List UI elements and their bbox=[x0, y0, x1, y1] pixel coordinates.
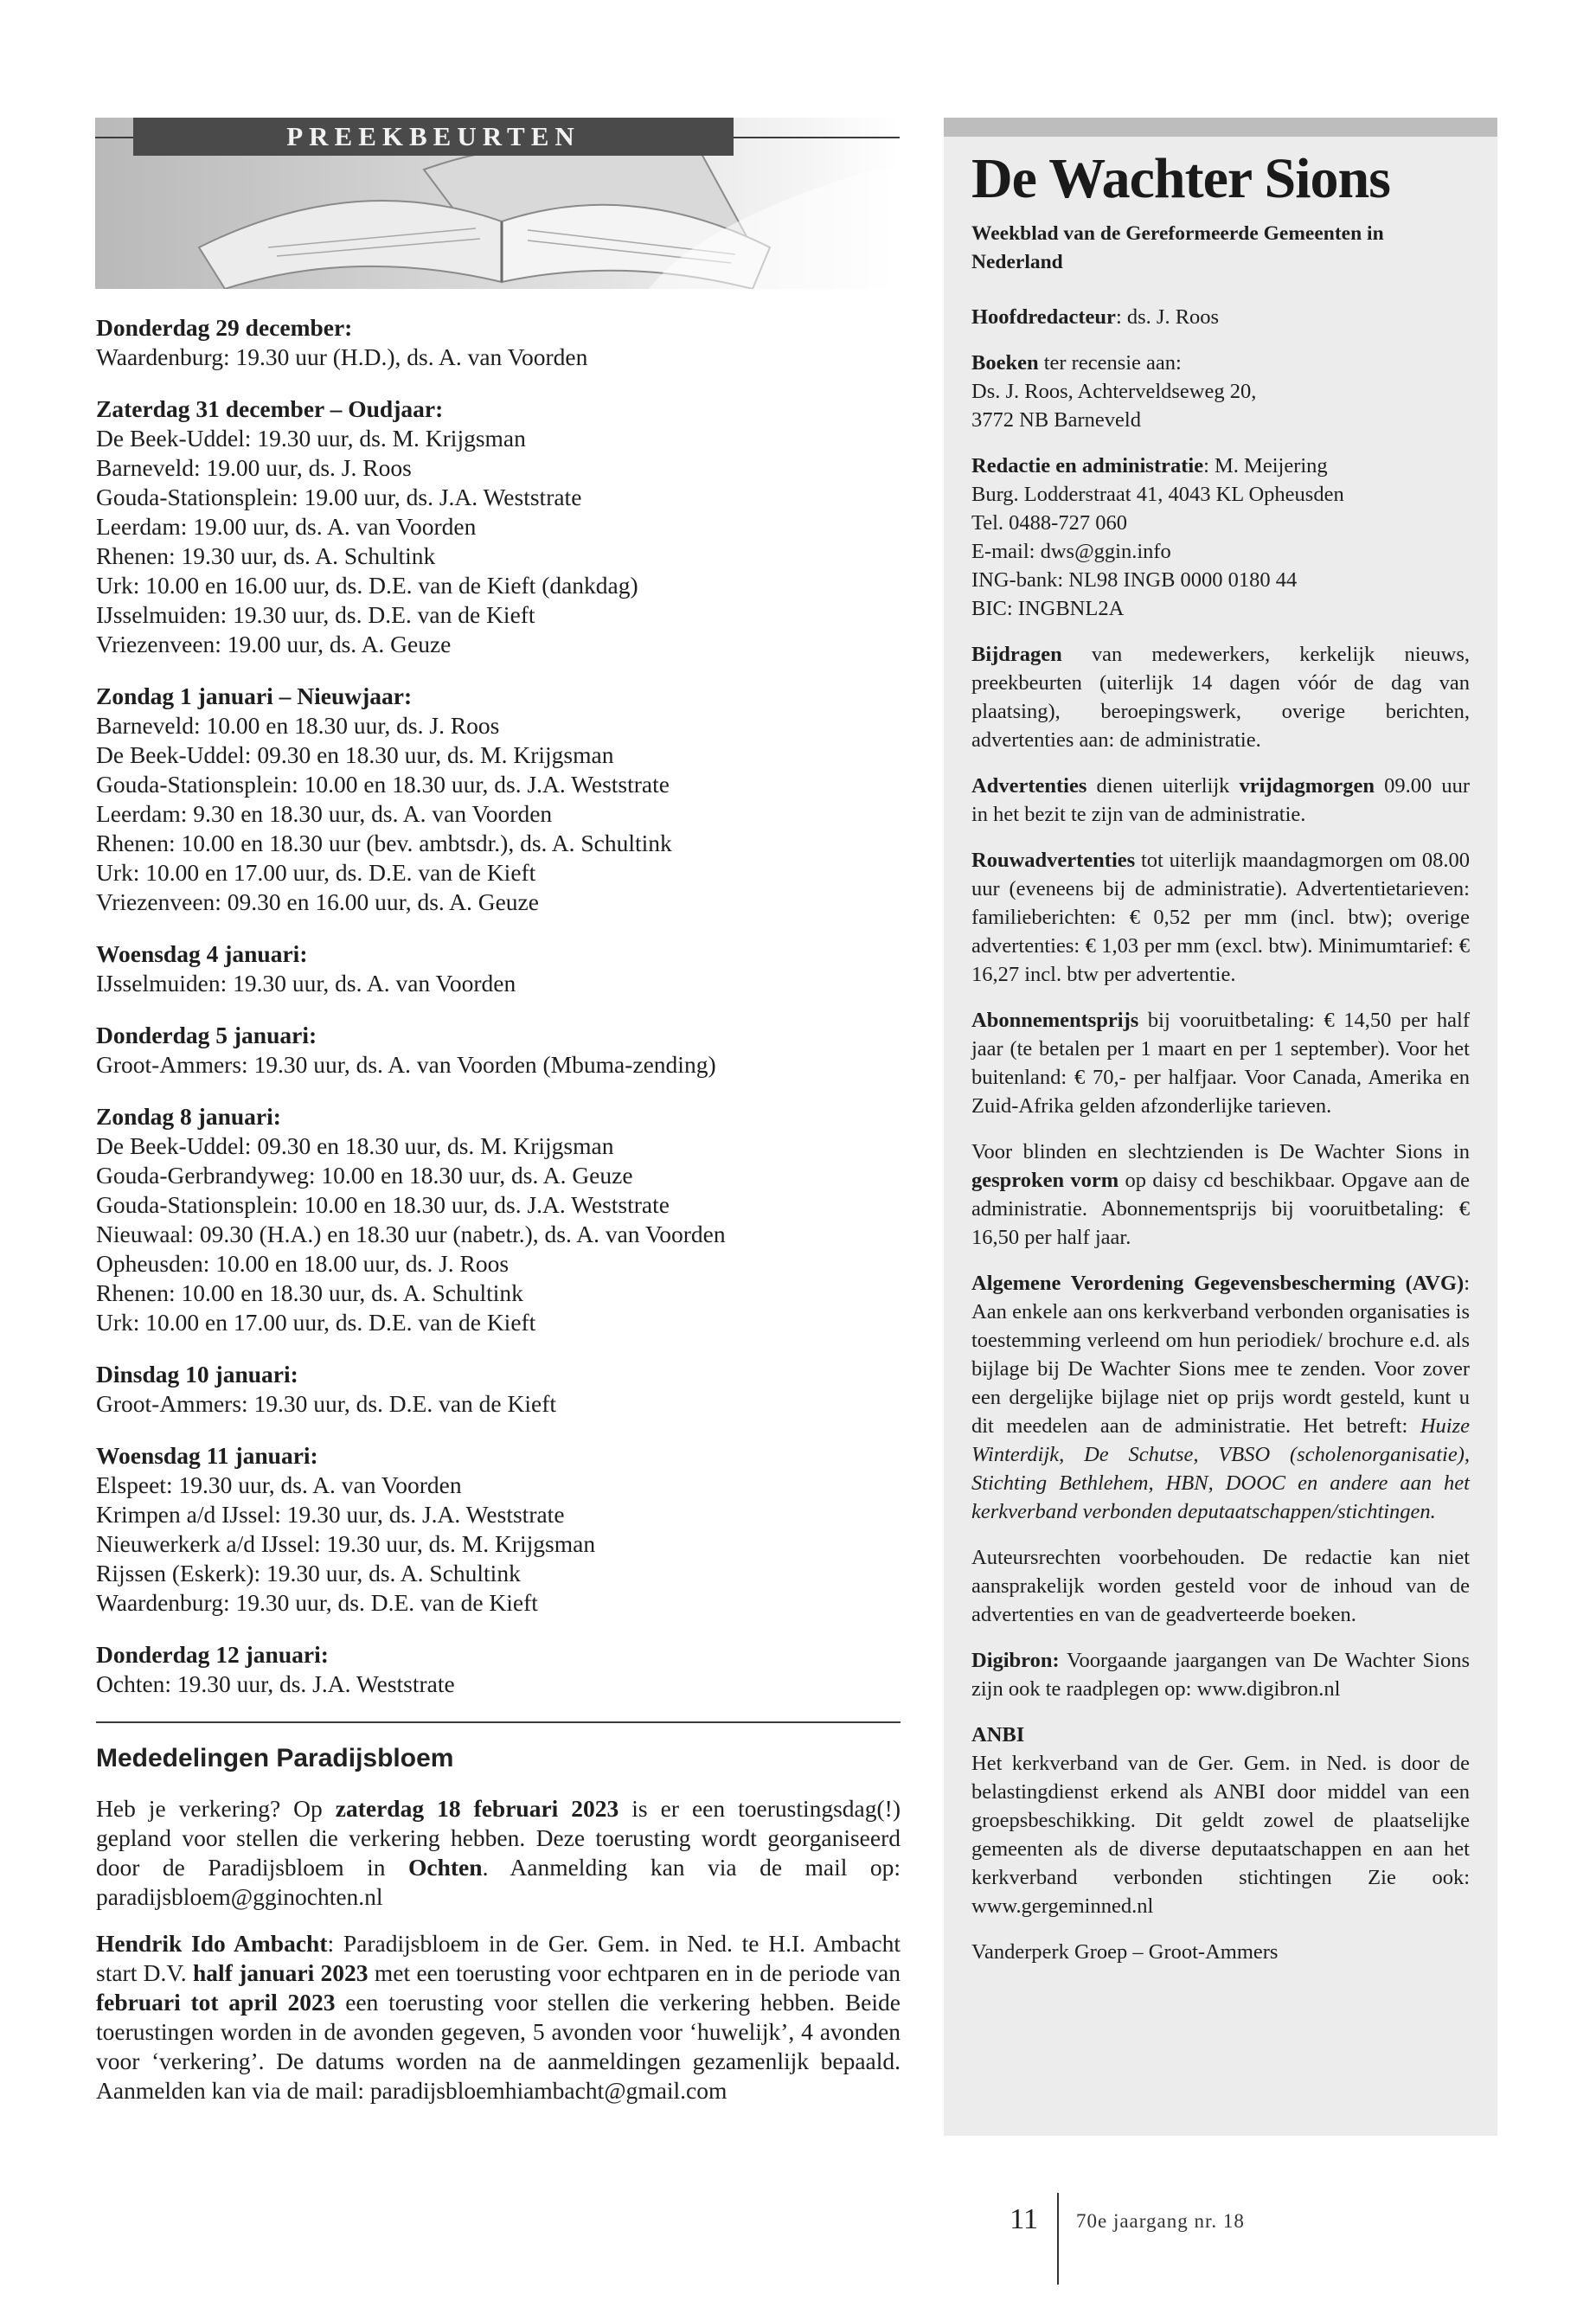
schedule-group bbox=[96, 313, 901, 372]
masthead-top-bar bbox=[944, 118, 1497, 137]
paragraph bbox=[971, 772, 1470, 829]
paragraph bbox=[971, 640, 1470, 754]
paragraph bbox=[971, 1646, 1470, 1703]
bold-run: Boeken bbox=[971, 351, 1039, 375]
text-run: dienen uiterlijk bbox=[1086, 774, 1240, 798]
bold-run: Digibron: bbox=[971, 1649, 1060, 1672]
page-number: 11 bbox=[1010, 2203, 1038, 2235]
mededelingen-body bbox=[96, 1794, 901, 2106]
text-run: is er een toerustingsdag(!) gepland voor stellen die verkering hebben. Deze toerusting wordt georganiseerd door de Paradijsbloem in bbox=[96, 1795, 901, 1881]
schedule-line: Elspeet: 19.30 uur, ds. A. van Voorden bbox=[96, 1471, 462, 1498]
text-run: Vanderperk Groep – Groot-Ammers bbox=[971, 1940, 1279, 1964]
schedule-line: IJsselmuiden: 19.30 uur, ds. D.E. van de Kieft bbox=[96, 601, 535, 628]
paragraph bbox=[971, 1006, 1470, 1120]
schedule-line: Rijssen (Eskerk): 19.30 uur, ds. A. Schultink bbox=[96, 1560, 521, 1586]
text-run: Heb je verkering? Op bbox=[96, 1795, 336, 1822]
schedule-group bbox=[96, 939, 901, 998]
bold-run: Algemene Verordening Gegevensbescherming (AVG) bbox=[971, 1272, 1465, 1295]
bold-run: Hoofdredacteur bbox=[971, 305, 1116, 329]
schedule-line: Rhenen: 10.00 en 18.30 uur, ds. A. Schultink bbox=[96, 1279, 523, 1306]
schedule-line: Opheusden: 10.00 en 18.00 uur, ds. J. Roos bbox=[96, 1250, 510, 1277]
italic-run: Huize Winterdijk, De Schutse, VBSO (scholenorganisatie), Stichting Bethlehem, HBN, DOOC en andere aan het kerkverband verbonden deputaatschappen/stichtingen. bbox=[971, 1414, 1470, 1523]
bold-run: Abonnementsprijs bbox=[971, 1009, 1139, 1032]
schedule-line: Groot-Ammers: 19.30 uur, ds. A. van Voorden (Mbuma-zending) bbox=[96, 1051, 716, 1078]
schedule-group bbox=[96, 1441, 901, 1618]
schedule-line: Vriezenveen: 09.30 en 16.00 uur, ds. A. Geuze bbox=[96, 888, 539, 915]
schedule-day: Zondag 1 januari – Nieuwjaar: bbox=[96, 683, 413, 709]
text-run: tot uiterlijk maandagmorgen om 08.00 uur (eveneens bij de administratie). Advertentietarieven: familieberichten: € 0,52 per mm (incl. btw); overige advertenties: € 1,03 per mm (excl. btw). Minimumtarief: € 16,27 incl. btw per advertentie. bbox=[971, 849, 1470, 986]
paragraph bbox=[971, 1938, 1470, 1966]
schedule-line: De Beek-Uddel: 09.30 en 18.30 uur, ds. M. Krijgsman bbox=[96, 1132, 614, 1159]
paragraph bbox=[971, 452, 1470, 623]
bold-run: Advertenties bbox=[971, 774, 1087, 798]
mededelingen-title: Mededelingen Paradijsbloem bbox=[96, 1744, 454, 1772]
schedule-day: Zondag 8 januari: bbox=[96, 1103, 281, 1130]
schedule-line: Urk: 10.00 en 17.00 uur, ds. D.E. van de Kieft bbox=[96, 1309, 536, 1336]
text-run: met een toerusting voor echtparen en in de periode van bbox=[368, 1959, 901, 1986]
preekbeurten-header bbox=[95, 118, 901, 289]
masthead-title: De Wachter Sions bbox=[971, 147, 1390, 210]
text-run: Het kerkverband van de Ger. Gem. in Ned. is door de belastingdienst erkend als ANBI door middel van een groepsbeschikking. Dit geldt zowel de plaatselijke gemeenten als de diverse deputaatschappen en aan het kerkverband verbonden stichtingen Zie ook: www.gergeminned.nl bbox=[971, 1752, 1470, 1918]
schedule-line: Vriezenveen: 19.00 uur, ds. A. Geuze bbox=[96, 631, 452, 657]
schedule-line: Waardenburg: 19.30 uur (H.D.), ds. A. van Voorden bbox=[96, 343, 588, 370]
schedule-line: Nieuwerkerk a/d IJssel: 19.30 uur, ds. M. Krijgsman bbox=[96, 1530, 596, 1557]
schedule-list bbox=[96, 313, 901, 1699]
schedule-group bbox=[96, 1360, 901, 1419]
schedule-line: De Beek-Uddel: 19.30 uur, ds. M. Krijgsman bbox=[96, 425, 526, 452]
bold-run: zaterdag 18 februari 2023 bbox=[335, 1795, 619, 1822]
paragraph bbox=[971, 1721, 1470, 1920]
schedule-line: Leerdam: 19.00 uur, ds. A. van Voorden bbox=[96, 513, 477, 540]
masthead-subtitle: Weekblad van de Gereformeerde Gemeenten in Nederland bbox=[971, 222, 1384, 273]
paragraph bbox=[96, 1929, 901, 2106]
bold-run: ANBI bbox=[971, 1723, 1025, 1747]
text-run: van medewerkers, kerkelijk nieuws, preekbeurten (uiterlijk 14 dagen vóór de dag van plaatsing), beroepingswerk, overige berichten, advertenties aan: de administratie. bbox=[971, 643, 1470, 752]
paragraph bbox=[971, 303, 1470, 331]
schedule-line: Gouda-Stationsplein: 19.00 uur, ds. J.A. Weststrate bbox=[96, 484, 582, 510]
bold-run: gesproken vorm bbox=[971, 1169, 1119, 1192]
schedule-day: Zaterdag 31 december – Oudjaar: bbox=[96, 395, 444, 422]
schedule-group bbox=[96, 1021, 901, 1080]
text-run: op daisy cd beschikbaar. Opgave aan de administratie. Abonnementsprijs bij vooruitbetaling: € 16,50 per half jaar. bbox=[971, 1169, 1470, 1249]
text-run: Voor blinden en slechtzienden is De Wachter Sions in bbox=[971, 1140, 1470, 1163]
paragraph bbox=[971, 846, 1470, 989]
text-run: : M. Meijering Burg. Lodderstraat 41, 4043 KL Opheusden Tel. 0488-727 060 E-mail: dws@ggin.info ING-bank: NL98 INGB 0000 0180 44 BIC: INGBNL2A bbox=[971, 454, 1344, 620]
text-run: 09.00 uur in het bezit te zijn van de administratie. bbox=[971, 774, 1470, 826]
text-run: Voorgaande jaargangen van De Wachter Sions zijn ook te raadplegen op: www.digibron.nl bbox=[971, 1649, 1470, 1701]
bold-run: februari tot april 2023 bbox=[96, 1989, 336, 2016]
schedule-day: Donderdag 12 januari: bbox=[96, 1641, 329, 1668]
left-column bbox=[96, 118, 901, 2123]
bold-run: Bijdragen bbox=[971, 643, 1062, 666]
masthead-info bbox=[971, 303, 1470, 1966]
paragraph bbox=[96, 1794, 901, 1912]
schedule-group bbox=[96, 682, 901, 917]
schedule-line: Groot-Ammers: 19.30 uur, ds. D.E. van de Kieft bbox=[96, 1390, 556, 1417]
text-run: ter recensie aan: Ds. J. Roos, Achterveldseweg 20, 3772 NB Barneveld bbox=[971, 351, 1257, 432]
schedule-group bbox=[96, 394, 901, 659]
schedule-group bbox=[96, 1102, 901, 1337]
schedule-line: Barneveld: 10.00 en 18.30 uur, ds. J. Roos bbox=[96, 712, 500, 739]
schedule-line: De Beek-Uddel: 09.30 en 18.30 uur, ds. M. Krijgsman bbox=[96, 741, 614, 768]
schedule-day: Dinsdag 10 januari: bbox=[96, 1361, 298, 1388]
text-run: : Aan enkele aan ons kerkverband verbonden organisaties is toestemming verleend om hun periodiek/ brochure e.d. als bijlage bij De Wachter Sions mee te zenden. Voor zover een dergelijke bijlage niet op prijs wordt gesteld, kunt u dit meedelen aan de administratie. Het betreft: bbox=[971, 1272, 1470, 1438]
schedule-line: Waardenburg: 19.30 uur, ds. D.E. van de Kieft bbox=[96, 1589, 538, 1616]
bold-run: Hendrik Ido Ambacht bbox=[96, 1930, 328, 1957]
schedule-line: Urk: 10.00 en 16.00 uur, ds. D.E. van de Kieft (dankdag) bbox=[96, 572, 638, 599]
paragraph bbox=[971, 1269, 1470, 1526]
schedule-line: IJsselmuiden: 19.30 uur, ds. A. van Voorden bbox=[96, 970, 516, 997]
schedule-line: Rhenen: 19.30 uur, ds. A. Schultink bbox=[96, 542, 436, 569]
paragraph bbox=[971, 1138, 1470, 1252]
bold-run: Rouwadvertenties bbox=[971, 849, 1136, 872]
bold-run: half januari 2023 bbox=[192, 1959, 369, 1986]
schedule-line: Urk: 10.00 en 17.00 uur, ds. D.E. van de Kieft bbox=[96, 859, 536, 886]
schedule-day: Woensdag 4 januari: bbox=[96, 940, 308, 967]
text-run: : Paradijsbloem in de Ger. Gem. in Ned. te H.I. Ambacht start D.V. bbox=[96, 1930, 901, 1986]
bold-run: Redactie en administratie bbox=[971, 454, 1204, 478]
issue-label: 70e jaargang nr. 18 bbox=[1076, 2210, 1245, 2232]
text-run: : ds. J. Roos bbox=[1115, 305, 1220, 329]
masthead-column bbox=[944, 118, 1497, 2136]
schedule-line: Gouda-Gerbrandyweg: 10.00 en 18.30 uur, ds. A. Geuze bbox=[96, 1162, 633, 1189]
schedule-line: Leerdam: 9.30 en 18.30 uur, ds. A. van Voorden bbox=[96, 800, 553, 827]
schedule-day: Donderdag 29 december: bbox=[96, 314, 353, 341]
schedule-group bbox=[96, 1640, 901, 1699]
schedule-line: Krimpen a/d IJssel: 19.30 uur, ds. J.A. Weststrate bbox=[96, 1501, 565, 1528]
text-run: Auteursrechten voorbehouden. De redactie kan niet aansprakelijk worden gesteld voor de inhoud van de advertenties en van de geadverteerde boeken. bbox=[971, 1546, 1470, 1626]
schedule-day: Donderdag 5 januari: bbox=[96, 1022, 317, 1048]
schedule-line: Rhenen: 10.00 en 18.30 uur (bev. ambtsdr.), ds. A. Schultink bbox=[96, 830, 672, 856]
section-title: PREEKBEURTEN bbox=[133, 118, 734, 156]
text-run: bij vooruitbetaling: € 14,50 per half jaar (te betalen per 1 maart en per 1 september). Voor het buitenland: € 70,- per halfjaar. Voor Canada, Amerika en Zuid-Afrika gelden afzonderlijke tarieven. bbox=[971, 1009, 1470, 1118]
schedule-line: Ochten: 19.30 uur, ds. J.A. Weststrate bbox=[96, 1670, 455, 1697]
schedule-line: Barneveld: 19.00 uur, ds. J. Roos bbox=[96, 454, 412, 481]
section-divider bbox=[96, 1721, 901, 1723]
paragraph bbox=[971, 349, 1470, 434]
bold-run: Ochten bbox=[408, 1854, 483, 1881]
schedule-line: Nieuwaal: 09.30 (H.A.) en 18.30 uur (nabetr.), ds. A. van Voorden bbox=[96, 1221, 726, 1247]
page-footer bbox=[0, 2193, 1596, 2288]
schedule-line: Gouda-Stationsplein: 10.00 en 18.30 uur, ds. J.A. Weststrate bbox=[96, 771, 670, 798]
schedule-day: Woensdag 11 januari: bbox=[96, 1442, 318, 1469]
text-run: een toerusting voor stellen die verkering hebben. Beide toerustingen worden in de avonden gegeven, 5 avonden voor ‘huwelijk’, 4 avonden voor ‘verkering’. De datums worden na de aanmeldingen gezamenlijk bepaald. Aanmelden kan via de mail: paradijsbloemhiambacht@gmail.com bbox=[96, 1989, 901, 2104]
schedule-line: Gouda-Stationsplein: 10.00 en 18.30 uur, ds. J.A. Weststrate bbox=[96, 1191, 670, 1218]
footer-divider bbox=[1057, 2193, 1059, 2285]
text-run: . Aanmelding kan via de mail op: paradijsbloem@gginochten.nl bbox=[96, 1854, 901, 1910]
paragraph bbox=[971, 1543, 1470, 1629]
bold-run: vrijdagmorgen bbox=[1239, 774, 1375, 798]
